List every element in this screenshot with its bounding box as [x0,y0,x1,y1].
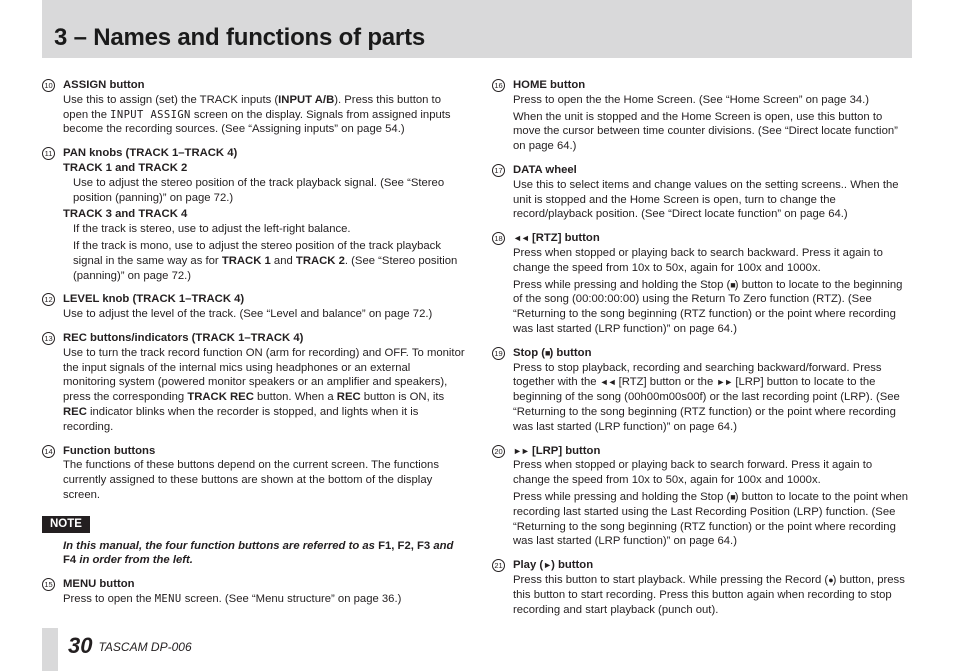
section-number: 11 [42,147,55,160]
section-assign-button [42,78,466,137]
subsection-title: TRACK 1 and TRACK 2 [63,161,188,174]
section-title: HOME button [513,79,586,91]
page-number: 30 [68,633,93,658]
right-column [492,78,912,626]
page-footer [68,633,192,659]
section-number: 12 [42,293,55,306]
section-title: Function buttons [63,444,156,457]
section-level-knob [42,292,466,322]
section-number: 20 [492,445,505,458]
section-title: ◄◄ [RTZ] button [513,232,600,245]
section-rec-buttons [42,331,466,435]
section-number: 19 [492,347,505,360]
section-title: Play (►) button [513,559,594,572]
section-number: 15 [42,578,55,591]
section-number: 17 [492,164,505,177]
section-title: ASSIGN button [63,79,145,91]
section-body: Press to stop playback, recording and searching backward/forward. Press together with the ◄◄ [RTZ] button or the ►► [LRP] button to locate to the beginning of the song (00h00m00s00f) or the last recording point (LRP). (See “Returning to the song beginning (RTZ function) or the point where recording was last started (LRP function)” on page 64.) [513,361,900,433]
section-body: Press to open the the Home Screen. (See “Home Screen” on page 34.) [513,93,870,106]
stop-icon: ■ [545,347,550,358]
section-body: Press while pressing and holding the Stop (■) button to locate to the beginning of the song (00:00:00:00) using the Return To Zero function (RTZ). (See “Returning to the song beginning (RTZ function) or the point where recording was last started (LRP function)” on page 64.) [513,278,903,335]
record-icon: ● [828,574,833,585]
section-menu-button [42,577,466,607]
rewind-icon: ◄◄ [599,377,616,388]
section-title: ►► [LRP] button [513,444,601,457]
fast-forward-icon: ►► [716,377,733,388]
section-body: Press this button to start playback. While pressing the Record (●) button, press this button to start recording. Press this button again when recording to stop recording and start playback (punch out). [513,573,905,616]
section-home-button [492,78,912,154]
section-body: If the track is stereo, use to adjust the left-right balance. [73,223,351,236]
section-number: 16 [492,79,505,92]
section-body: Use to turn the track record function ON (arm for recording) and OFF. To monitor the input signals of the internal mics using headphones or an external monitoring system (powered monitor speakers or an amplifier and speakers), press the corresponding TRACK REC button. When a REC button is ON, its REC indicator blinks when the recorder is stopped, and lights when it is recording. [63,346,465,433]
stop-icon: ■ [730,491,735,502]
section-title: PAN knobs (TRACK 1–TRACK 4) [63,147,238,160]
section-body: Use to adjust the level of the track. (See “Level and balance” on page 72.) [63,308,433,321]
stop-icon: ■ [730,279,735,290]
left-column [42,78,466,616]
subsection-title: TRACK 3 and TRACK 4 [63,208,188,221]
section-body: Press to open the MENU screen. (See “Menu structure” on page 36.) [63,592,402,605]
section-function-buttons [42,444,466,503]
section-title: REC buttons/indicators (TRACK 1–TRACK 4) [63,331,304,344]
fast-forward-icon: ►► [513,445,529,456]
section-number: 10 [42,79,55,92]
section-title: LEVEL knob (TRACK 1–TRACK 4) [63,293,245,306]
section-data-wheel [492,163,912,222]
page-title: 3 – Names and functions of parts [54,24,426,51]
section-body: When the unit is stopped and the Home Screen is open, use this button to move the cursor between time counter divisions. (See “Direct locate function” on page 64.) [513,110,898,153]
section-title: MENU button [63,578,135,591]
section-body: Use this to assign (set) the TRACK inputs (INPUT A/B). Press this button to open the INPUT ASSIGN screen on the display. Signals from assigned inputs become the recording sources. (See “Assigning inputs” on page 54.) [63,93,451,136]
screen-name: MENU [154,592,182,605]
section-number: 13 [42,332,55,345]
section-title: DATA wheel [513,163,577,176]
section-title: Stop (■) button [513,346,592,359]
section-body: Use to adjust the stereo position of the track playback signal. (See “Stereo position (panning)” on page 72.) [73,176,445,204]
section-play-button [492,558,912,617]
section-body: The functions of these buttons depend on the current screen. The functions currently assigned to these buttons are shown at the bottom of the display screen. [63,459,439,501]
section-number: 21 [492,559,505,572]
play-icon: ► [543,560,552,571]
section-body: Use this to select items and change values on the setting screens.. When the unit is stopped and the Home Screen is open, turn to change the record/playback position. (See “Direct locate function” on page 64.) [513,178,899,221]
section-body: Press when stopped or playing back to search forward. Press it again to change the speed from 10x to 50x, again for 100x and 1000x. [513,459,873,487]
note-text: In this manual, the four function buttons are referred to as F1, F2, F3 and F4 in order from the left. [63,539,454,567]
section-stop-button [492,346,912,435]
product-name: TASCAM DP-006 [98,640,192,654]
note-badge: NOTE [42,516,90,533]
section-lrp-button [492,444,912,550]
section-body: Press when stopped or playing back to search backward. Press it again to change the speed from 10x to 50x, again for 100x and 1000x. [513,246,883,274]
section-body: If the track is mono, use to adjust the stereo position of the track playback signal in the same way as for TRACK 1 and TRACK 2. (See “Stereo position (panning)” on page 72.) [73,239,458,282]
rewind-icon: ◄◄ [513,233,529,244]
section-number: 18 [492,232,505,245]
page-edge-tab [42,628,58,671]
section-pan-knobs [42,146,466,283]
section-body: Press while pressing and holding the Stop (■) button to locate to the point when recording last started using the Last Recording Position (LRP) function. (See “Returning to the song beginning (RTZ function) or the point where recording was last started (LRP function)” on page 64.) [513,490,909,548]
section-rtz-button [492,231,912,337]
section-number: 14 [42,445,55,458]
screen-name: INPUT ASSIGN [110,108,191,121]
